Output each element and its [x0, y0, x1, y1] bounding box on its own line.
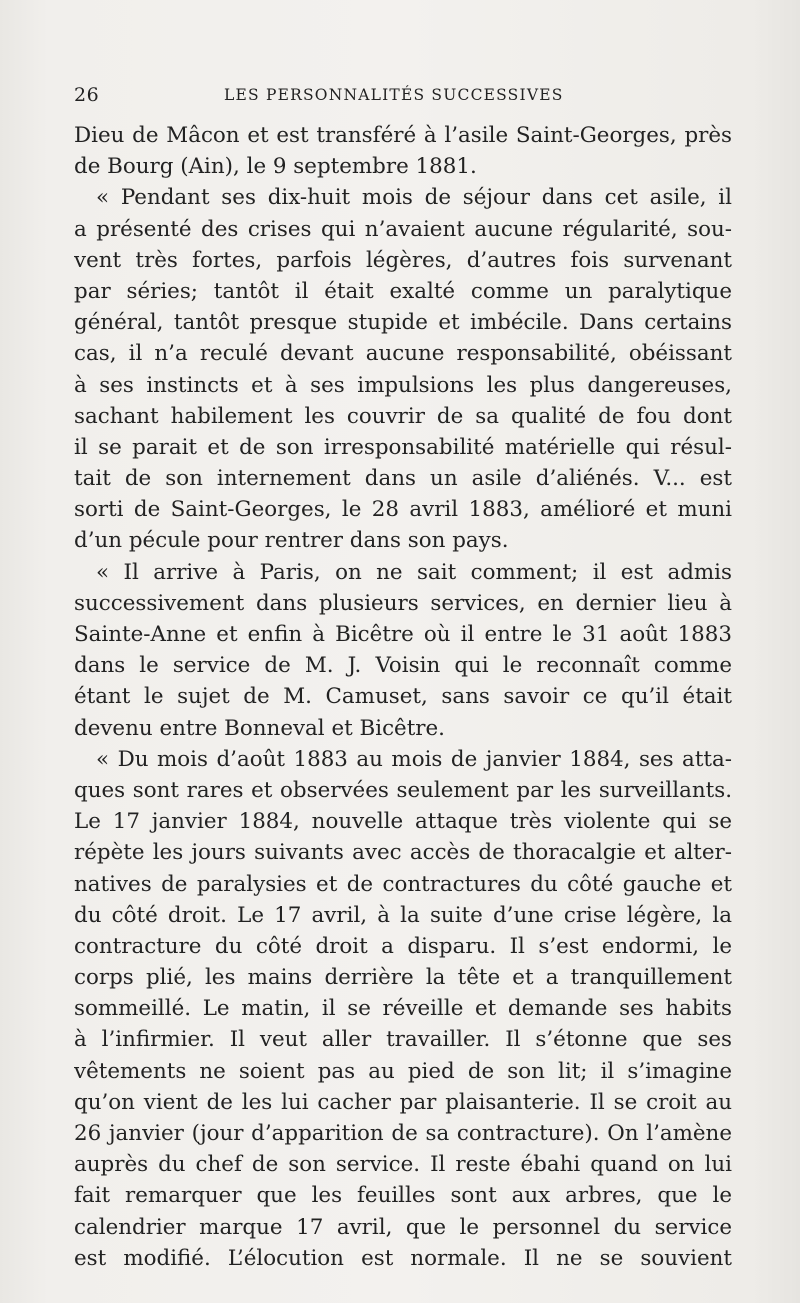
running-title: LES PERSONNALITÉS SUCCESSIVES: [224, 86, 564, 104]
text-line: fait remarquer que les feuilles sont aux arbres, que le: [74, 1183, 732, 1209]
text-line: vent très fortes, parfois légères, d’autres fois survenant: [74, 247, 732, 273]
text-line: Dieu de Mâcon et est transféré à l’asile Saint-Georges, près: [74, 123, 732, 148]
text-line: sorti de Saint-Georges, le 28 avril 1883, amélioré et muni: [74, 497, 732, 523]
text-line: cas, il n’a reculé devant aucune responsabilité, obéissant: [74, 341, 732, 367]
text-line: contracture du côté droit a disparu. Il s’est endormi, le: [74, 933, 732, 959]
text-line: ques sont rares et observées seulement par les surveillants.: [74, 777, 732, 803]
text-line: devenu entre Bonneval et Bicêtre.: [74, 715, 445, 741]
text-line: successivement dans plusieurs services, en dernier lieu à: [74, 590, 732, 616]
text-line: sommeillé. Le matin, il se réveille et demande ses habits: [74, 996, 732, 1022]
text-line: à l’infirmier. Il veut aller travailler. Il s’étonne que ses: [74, 1027, 732, 1053]
text-line: calendrier marque 17 avril, que le personnel du service: [74, 1214, 732, 1240]
text-line: à ses instincts et à ses impulsions les plus dangereuses,: [74, 372, 732, 398]
text-line: il se parait et de son irresponsabilité matérielle qui résul-: [74, 434, 732, 460]
text-line: d’un pécule pour rentrer dans son pays.: [74, 528, 509, 554]
text-line: qu’on vient de les lui cacher par plaisanterie. Il se croit au: [74, 1089, 732, 1115]
text-line: tait de son internement dans un asile d’aliénés. V... est: [74, 466, 732, 492]
text-line: « Il arrive à Paris, on ne sait comment; il est admis: [96, 559, 732, 585]
text-line: répète les jours suivants avec accès de thoracalgie et alter-: [74, 840, 732, 866]
body-text: [74, 120, 732, 1274]
page-number: 26: [74, 84, 100, 106]
text-line: corps plié, les mains derrière la tête et a tranquillement: [74, 965, 732, 991]
page-header: [74, 84, 732, 114]
text-line: par séries; tantôt il était exalté comme un paralytique: [74, 278, 732, 304]
text-line: natives de paralysies et de contractures du côté gauche et: [74, 871, 732, 897]
text-line: auprès du chef de son service. Il reste ébahi quand on lui: [74, 1152, 732, 1178]
text-line: vêtements ne soient pas au pied de son lit; il s’imagine: [74, 1058, 732, 1084]
text-line: de Bourg (Ain), le 9 septembre 1881.: [74, 154, 477, 180]
text-line: Le 17 janvier 1884, nouvelle attaque très violente qui se: [74, 809, 732, 835]
text-line: dans le service de M. J. Voisin qui le reconnaît comme: [74, 653, 732, 679]
text-line: du côté droit. Le 17 avril, à la suite d’une crise légère, la: [74, 902, 732, 928]
text-line: « Pendant ses dix-huit mois de séjour dans cet asile, il: [96, 185, 732, 211]
text-line: « Du mois d’août 1883 au mois de janvier 1884, ses atta-: [96, 746, 732, 772]
text-line: général, tantôt presque stupide et imbécile. Dans certains: [74, 310, 732, 336]
text-line: étant le sujet de M. Camuset, sans savoir ce qu’il était: [74, 684, 732, 710]
text-line: est modifié. L’élocution est normale. Il ne se souvient: [74, 1245, 732, 1271]
text-line: Sainte-Anne et enfin à Bicêtre où il entre le 31 août 1883: [74, 622, 732, 647]
text-line: 26 janvier (jour d’apparition de sa contracture). On l’amène: [74, 1121, 732, 1146]
text-line: sachant habilement les couvrir de sa qualité de fou dont: [74, 403, 732, 429]
text-line: a présenté des crises qui n’avaient aucune régularité, sou-: [74, 216, 732, 242]
